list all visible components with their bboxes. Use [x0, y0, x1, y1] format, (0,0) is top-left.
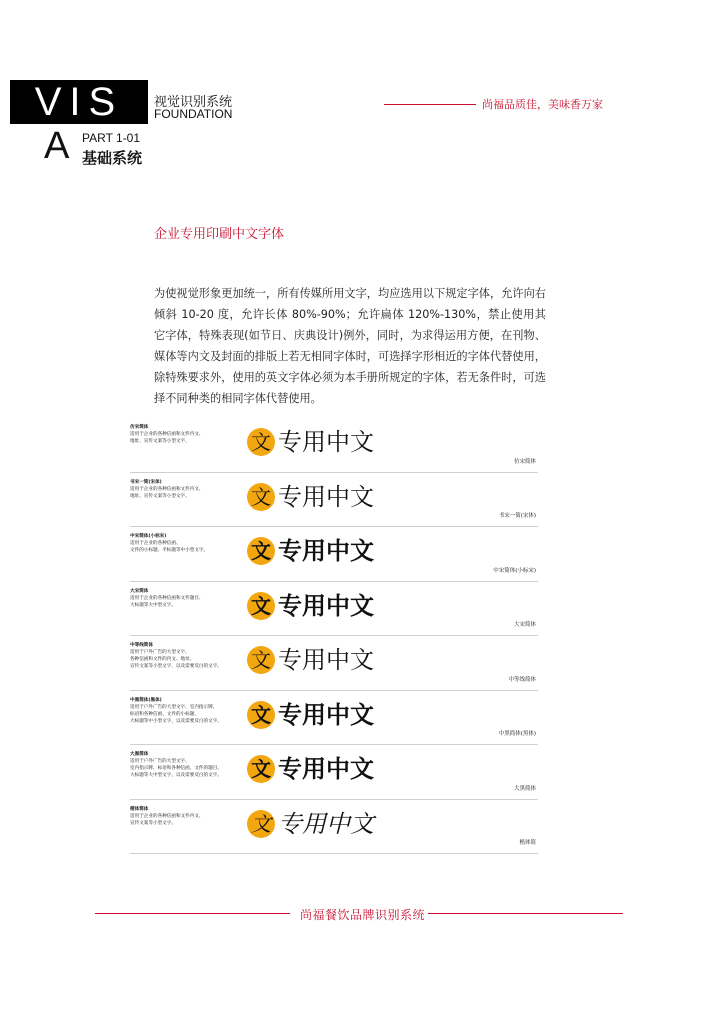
font-row-fangsong: [130, 418, 538, 473]
font-description: [130, 806, 250, 827]
font-row-zhongdengxian: [130, 636, 538, 691]
font-name: 楷体简体: [130, 806, 149, 812]
font-sample: [247, 590, 374, 622]
usage-line: 适用于企业的各种信函和文件内文、: [130, 432, 204, 437]
sample-text: 专用中文: [278, 700, 374, 729]
vis-title: VIS: [34, 80, 124, 124]
footer-title: 尚福餐饮品牌识别系统: [300, 908, 426, 922]
font-sample-list: [130, 418, 538, 854]
vis-subtitle-cn: 视觉识别系统: [154, 95, 233, 110]
usage-line: 适用于户外广告的大型文字、室内指示牌、: [130, 704, 218, 710]
sample-text: 专用中文: [278, 809, 374, 838]
font-description: [130, 479, 250, 500]
font-description: [130, 588, 250, 609]
usage-line: 适用于企业的各种信函、: [130, 541, 181, 546]
font-row-dasong: [130, 582, 538, 637]
sample-glyph-circle: 文: [247, 646, 275, 674]
sample-text: 专用中文: [278, 590, 374, 620]
part-code: PART 1-01: [82, 131, 141, 145]
font-description: [130, 751, 250, 779]
font-sample: [247, 699, 374, 731]
part-letter: A: [44, 125, 70, 167]
font-name: 书宋一简(宋体): [130, 479, 162, 485]
font-description: [130, 533, 250, 554]
font-sample: [247, 644, 374, 676]
section-title: 企业专用印刷中文字体: [154, 227, 285, 242]
usage-line: 宣传文案等小型文字。: [130, 820, 176, 826]
font-label: 仿宋简体: [513, 458, 536, 465]
sample-glyph-circle: 文: [247, 592, 275, 620]
font-row-zhongsong: [130, 527, 538, 582]
usage-line: 地址、宣传文案等小型文字。: [130, 493, 190, 499]
font-description: [130, 697, 250, 725]
sample-text: 专用中文: [278, 428, 374, 456]
font-row-dahei: [130, 745, 538, 800]
part-name: 基础系统: [82, 149, 143, 167]
font-sample: [247, 535, 374, 567]
font-row-shusong: [130, 473, 538, 528]
font-label: 楷体简: [519, 840, 536, 846]
font-sample: [247, 481, 374, 513]
font-name: 大黑简体: [130, 752, 149, 757]
font-name: 中黑简体(黑体): [130, 697, 162, 703]
usage-line: 室内指示牌、标语和各种信函、文件的题目、: [130, 766, 222, 771]
font-description: [130, 642, 250, 670]
sample-glyph-circle: 文: [247, 537, 275, 565]
usage-line: 适用于户外广告的大型文字、: [130, 650, 190, 655]
footer-divider-right: [428, 913, 623, 914]
usage-line: 适用于户外广告的大型文字、: [130, 759, 190, 764]
intro-paragraph: 为使视觉形象更加统一，所有传媒所用文字，均应选用以下规定字体，允许向右倾斜 10-20 度，允许长体 80%-90%；允许扁体 120%-130%，禁止使用其它字体，特殊表现(如节日、庆典设计)例外，同时，为求得运用方便，在刊物、媒体等内文及封面的排版上若无相同字体时，可选择字形相近的字体代替使用，除特殊要求外，使用的英文字体必须为本手册所规定的字体，若无条件时，可选择不同种类的相同字体代替使用。: [154, 287, 546, 405]
usage-line: 适用于企业的各种信函和文件内文、: [130, 813, 204, 819]
usage-line: 文件的小标题、平标题等中小型文字。: [130, 548, 209, 553]
font-sample: [247, 426, 374, 458]
font-label: 中黑简体(黑体): [498, 731, 536, 737]
usage-line: 大标题等中小型文字，以及需要反白的文字。: [130, 718, 222, 724]
usage-line: 大标题等大中型文字，以及需要反白的文字。: [130, 773, 222, 778]
sample-glyph-circle: 文: [247, 428, 275, 456]
font-label: 大黑简体: [513, 785, 536, 792]
font-label: 中等线简体: [508, 676, 536, 683]
sample-glyph-circle: 文: [247, 483, 275, 511]
usage-line: 适用于企业的各种信函和文件题目、: [130, 595, 204, 601]
usage-line: 各种信函和文件的内文、地址、: [130, 657, 195, 662]
vis-subtitle-en: FOUNDATION: [154, 107, 233, 121]
slogan: 尚福品质佳，美味香万家: [482, 98, 603, 111]
font-row-zhonghei: [130, 691, 538, 746]
font-label: 中宋简体(小标宋): [493, 567, 536, 574]
font-label: 大宋简体: [513, 622, 536, 628]
font-label: 书宋一简(宋体): [498, 513, 536, 519]
sample-text: 专用中文: [278, 536, 374, 565]
footer-divider-left: [95, 913, 290, 914]
font-name: 中等线简体: [130, 643, 153, 648]
vis-badge: [10, 80, 148, 124]
usage-line: 宣传文案等小型文字，以及需要反白的文字。: [130, 664, 222, 669]
font-name: 大宋简体: [130, 588, 149, 594]
usage-line: 大标题等大中型文字。: [130, 602, 176, 608]
sample-glyph-circle: 文: [247, 810, 275, 838]
font-sample: [247, 753, 374, 785]
font-name: 仿宋简体: [130, 425, 149, 430]
sample-text: 专用中文: [278, 482, 374, 511]
sample-glyph-circle: 文: [247, 755, 275, 783]
usage-line: 适用于企业的各种信函和文件内文、: [130, 486, 204, 492]
font-name: 中宋简体(小标宋): [130, 534, 167, 539]
usage-line: 地址、宣传文案等小型文字。: [130, 439, 190, 444]
font-row-kaiti: [130, 800, 538, 855]
sample-glyph-circle: 文: [247, 701, 275, 729]
sample-text: 专用中文: [278, 755, 374, 783]
usage-line: 标语和各种信函、文件的小标题、: [130, 711, 199, 717]
font-sample: [247, 808, 374, 840]
sample-text: 专用中文: [278, 646, 374, 674]
slogan-divider: [384, 104, 476, 105]
font-description: [130, 424, 250, 445]
